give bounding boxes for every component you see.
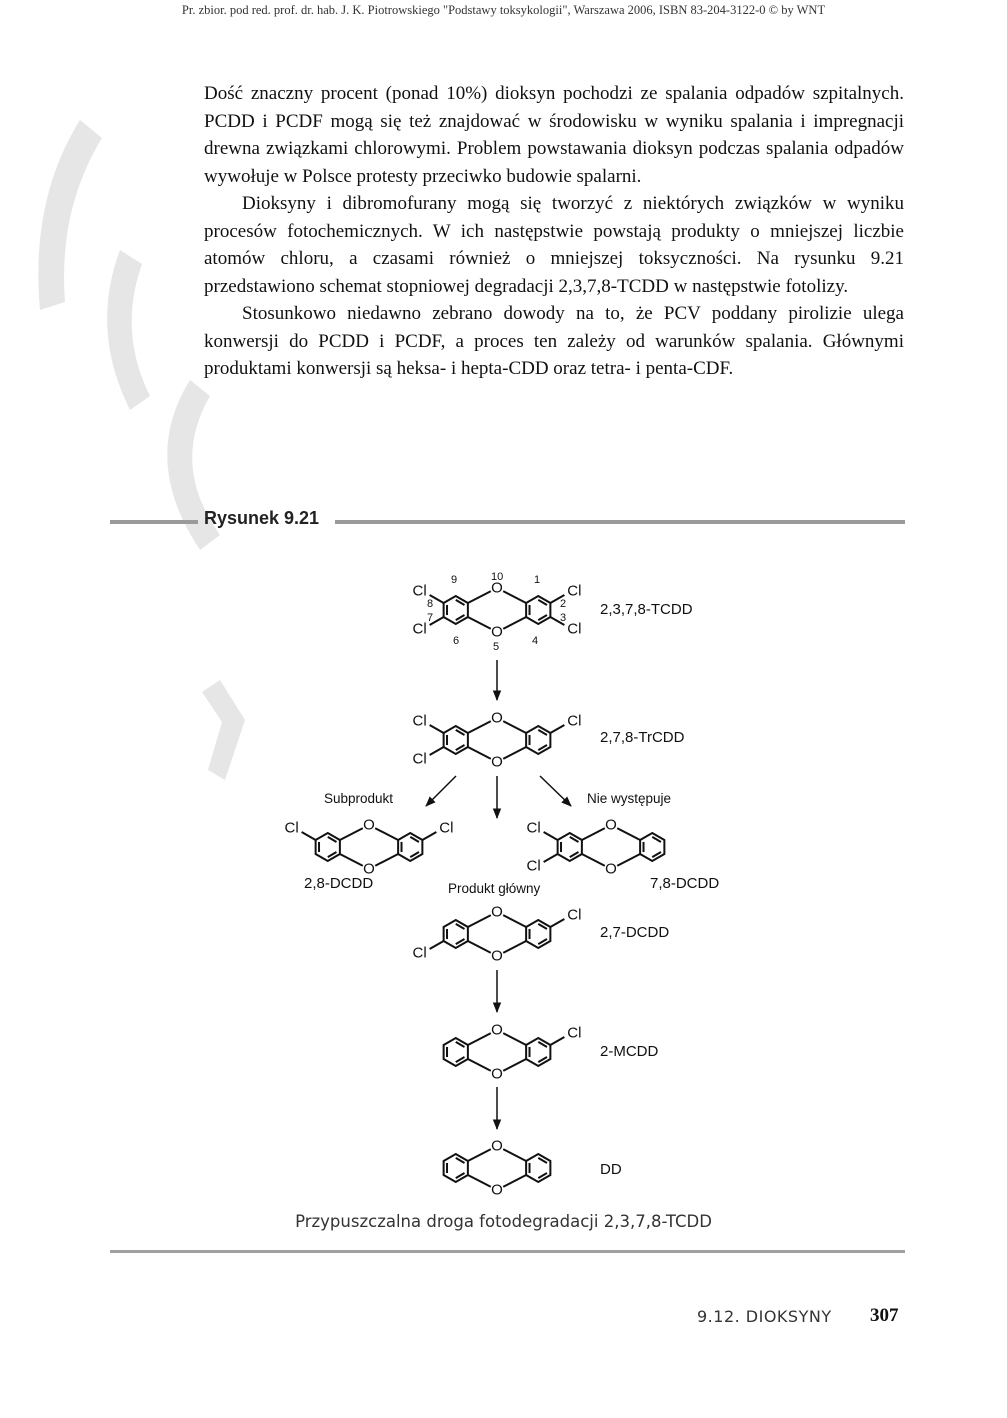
oxygen-atom: O [491, 1181, 503, 1199]
oxygen-atom: O [491, 903, 503, 921]
arrow-to-2-8-dcdd [426, 776, 456, 806]
chlorine-atom: Cl [412, 582, 427, 600]
chlorine-atom: Cl [526, 857, 541, 875]
svg-text:7: 7 [427, 612, 434, 624]
chlorine-atom: Cl [567, 620, 582, 638]
molecule-7-8-dcdd [527, 817, 665, 878]
label-trcdd: 2,7,8-TrCDD [600, 729, 685, 746]
label-2-mcdd: 2-MCDD [600, 1043, 659, 1060]
label-tcdd: 2,3,7,8-TCDD [600, 601, 693, 618]
svg-text:1: 1 [534, 574, 541, 586]
svg-text:6: 6 [453, 635, 460, 647]
oxygen-atom: O [491, 1065, 503, 1083]
arrow-to-7-8-dcdd [540, 776, 571, 806]
chlorine-atom: Cl [412, 620, 427, 638]
chlorine-atom: Cl [567, 712, 582, 730]
molecule-2-7-dcdd [413, 904, 582, 965]
note-byproduct: Subprodukt [324, 791, 394, 806]
figure-bottom-rule [110, 1250, 905, 1253]
oxygen-atom: O [605, 816, 617, 834]
footer-section-title: 9.12. DIOKSYNY [697, 1307, 832, 1326]
page-number: 307 [870, 1305, 899, 1326]
svg-text:8: 8 [427, 598, 434, 610]
svg-text:9: 9 [451, 574, 458, 586]
figure-caption: Przypuszczalna droga fotodegradacji 2,3,7,8-TCDD [295, 1212, 712, 1231]
label-dd: DD [600, 1161, 622, 1178]
label-2-8-dcdd: 2,8-DCDD [304, 875, 374, 892]
molecule-trcdd [413, 710, 582, 771]
chlorine-atom: Cl [567, 906, 582, 924]
chlorine-atom: Cl [567, 1024, 582, 1042]
molecule-2-8-dcdd [285, 817, 454, 878]
oxygen-atom: O [491, 753, 503, 771]
svg-text:4: 4 [532, 635, 539, 647]
chlorine-atom: Cl [439, 819, 454, 837]
paragraph-1: Dość znaczny procent (ponad 10%) dioksyn pochodzi ze spalania odpadów szpitalnych. PCDD i PCDF mogą się też znajdować w środowisku w wyniku spalania i impregnacji drewna związkami chlorowymi. Problem powstawania dioksyn podczas spalania odpadów wywołuje w Polsce protesty przeciwko budowie spalarni. [204, 83, 904, 187]
chlorine-atom: Cl [412, 750, 427, 768]
oxygen-atom: O [605, 860, 617, 878]
molecule-dd [444, 1138, 551, 1199]
oxygen-atom: O [363, 860, 375, 878]
chlorine-atom: Cl [412, 712, 427, 730]
oxygen-atom: O [491, 709, 503, 727]
paragraph-3: Stosunkowo niedawno zebrano dowody na to, że PCV poddany pirolizie ulega konwersji do PCDD i PCDF, a proces ten zależy od warunków spalania. Głównymi produktami konwersji są heksa- i hepta-CDD oraz tetra- i penta-CDF. [204, 303, 904, 379]
paragraph-2: Dioksyny i dibromofurany mogą się tworzyć z niektórych związków w wyniku procesów fotochemicznych. W ich następstwie powstają produkty o mniejszej liczbie atomów chloru, a czasami również o mniejszej toksyczności. Na rysunku 9.21 przedstawiono schemat stopniowej degradacji 2,3,7,8-TCDD w następstwie fotolizy. [204, 193, 904, 297]
note-absent: Nie występuje [587, 791, 672, 806]
oxygen-atom: O [491, 1021, 503, 1039]
svg-text:10: 10 [491, 571, 504, 583]
figure-label: Rysunek 9.21 [204, 508, 320, 528]
chlorine-atom: Cl [412, 944, 427, 962]
chlorine-atom: Cl [526, 819, 541, 837]
svg-text:5: 5 [493, 641, 500, 653]
svg-text:2: 2 [560, 598, 567, 610]
svg-text:3: 3 [560, 612, 567, 624]
label-7-8-dcdd: 7,8-DCDD [650, 875, 720, 892]
oxygen-atom: O [491, 947, 503, 965]
note-main-product: Produkt główny [448, 881, 541, 896]
citation-header: Pr. zbior. pod red. prof. dr. hab. J. K. Piotrowskiego "Podstawy toksykologii", Warszawa 2006, ISBN 83-204-3122-0 © by WNT [181, 3, 826, 17]
oxygen-atom: O [491, 1137, 503, 1155]
oxygen-atom: O [491, 579, 503, 597]
oxygen-atom: O [363, 816, 375, 834]
chlorine-atom: Cl [567, 582, 582, 600]
molecule-tcdd [413, 580, 582, 641]
chlorine-atom: Cl [284, 819, 299, 837]
label-2-7-dcdd: 2,7-DCDD [600, 924, 670, 941]
molecule-2-mcdd [444, 1022, 582, 1083]
oxygen-atom: O [491, 623, 503, 641]
